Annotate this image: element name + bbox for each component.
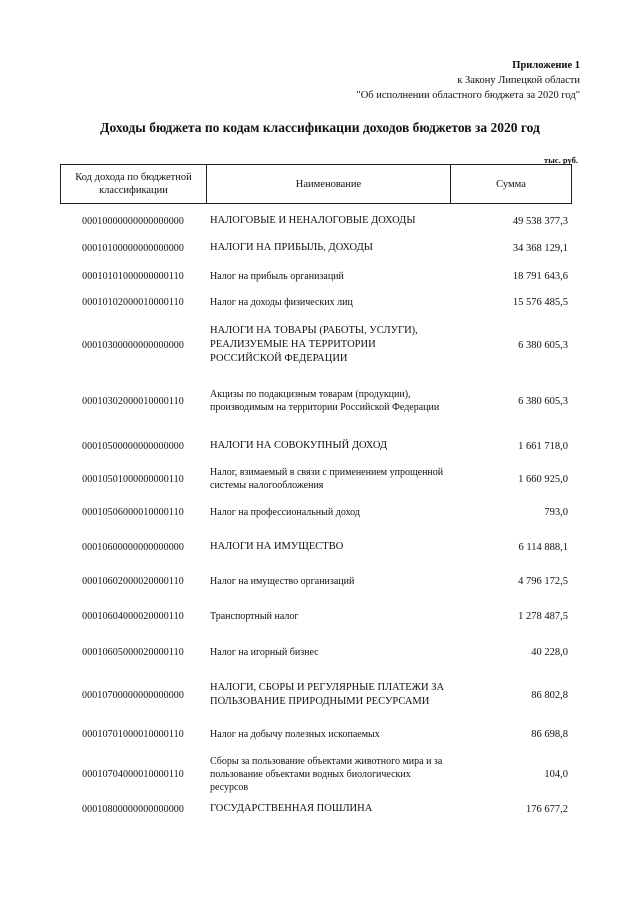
row-sum: 104,0 xyxy=(544,768,568,780)
table-row xyxy=(60,435,572,457)
row-code: 00010602000020000110 xyxy=(82,575,184,587)
table-row xyxy=(60,536,572,558)
row-sum: 1 661 718,0 xyxy=(518,440,568,452)
row-code: 00010506000010000110 xyxy=(82,506,184,518)
header-sum: Сумма xyxy=(496,178,526,190)
row-sum: 1 278 487,5 xyxy=(518,610,568,622)
appendix-header xyxy=(356,58,580,103)
row-code: 00010501000000000110 xyxy=(82,473,184,485)
row-sum: 86 698,8 xyxy=(531,728,568,740)
row-code: 00010605000020000110 xyxy=(82,646,184,658)
row-code: 00010800000000000000 xyxy=(82,803,184,815)
row-name: НАЛОГИ НА ПРИБЫЛЬ, ДОХОДЫ xyxy=(210,242,373,253)
table-row xyxy=(60,723,572,745)
row-sum: 793,0 xyxy=(544,506,568,518)
table-row xyxy=(60,605,572,627)
row-name: Налог на профессиональный доход xyxy=(210,506,360,518)
table-row xyxy=(60,641,572,663)
row-name: ГОСУДАРСТВЕННАЯ ПОШЛИНА xyxy=(210,803,373,814)
row-code: 00010302000010000110 xyxy=(82,395,184,407)
row-code: 00010701000010000110 xyxy=(82,728,184,740)
table-row xyxy=(60,463,572,495)
row-name: НАЛОГИ НА СОВОКУПНЫЙ ДОХОД xyxy=(210,440,388,451)
table-row xyxy=(60,322,572,368)
row-code: 00010100000000000000 xyxy=(82,242,184,254)
table-row xyxy=(60,210,572,232)
row-sum: 1 660 925,0 xyxy=(518,473,568,485)
row-name: НАЛОГИ НА ТОВАРЫ (РАБОТЫ, УСЛУГИ), РЕАЛИЗУЕМЫЕ НА ТЕРРИТОРИИ РОССИЙСКОЙ ФЕДЕРАЦИИ xyxy=(210,325,418,364)
row-sum: 49 538 377,3 xyxy=(512,215,568,227)
row-code: 00010102000010000110 xyxy=(82,296,184,308)
row-code: 00010700000000000000 xyxy=(82,689,184,701)
row-sum: 4 796 172,5 xyxy=(518,575,568,587)
row-sum: 6 380 605,3 xyxy=(518,395,568,407)
appendix-law-title: "Об исполнении областного бюджета за 2020 год" xyxy=(356,90,580,101)
row-code: 00010101000000000110 xyxy=(82,270,184,282)
row-code: 00010604000020000110 xyxy=(82,610,184,622)
table-row xyxy=(60,570,572,592)
table-row xyxy=(60,265,572,287)
table-row xyxy=(60,378,572,424)
row-sum: 6 114 888,1 xyxy=(518,541,568,553)
row-name: Сборы за пользование объектами животного мира и за пользование объектами водных биологических ресурсов xyxy=(210,755,443,793)
row-sum: 6 380 605,3 xyxy=(518,339,568,351)
table-row xyxy=(60,501,572,523)
row-sum: 86 802,8 xyxy=(531,689,568,701)
row-name: НАЛОГИ НА ИМУЩЕСТВО xyxy=(210,541,344,552)
document-title: Доходы бюджета по кодам классификации доходов бюджетов за 2020 год xyxy=(100,120,540,135)
row-sum: 40 228,0 xyxy=(531,646,568,658)
appendix-law-ref: к Закону Липецкой области xyxy=(457,75,580,86)
row-sum: 15 576 485,5 xyxy=(512,296,568,308)
row-name: Налог на добычу полезных ископаемых xyxy=(210,728,380,740)
row-name: НАЛОГИ, СБОРЫ И РЕГУЛЯРНЫЕ ПЛАТЕЖИ ЗА ПОЛЬЗОВАНИЕ ПРИРОДНЫМИ РЕСУРСАМИ xyxy=(210,682,445,707)
row-name: Налог на игорный бизнес xyxy=(210,646,319,658)
units-label: тыс. руб. xyxy=(544,155,578,165)
row-name: НАЛОГОВЫЕ И НЕНАЛОГОВЫЕ ДОХОДЫ xyxy=(210,215,416,226)
row-code: 00010300000000000000 xyxy=(82,339,184,351)
table-row xyxy=(60,237,572,259)
table-row xyxy=(60,291,572,313)
row-name: Налог на прибыль организаций xyxy=(210,270,344,282)
table-row xyxy=(60,672,572,718)
header-name: Наименование xyxy=(207,165,451,203)
header-code: Код дохода по бюджетной классификации xyxy=(61,165,207,203)
row-code: 00010500000000000000 xyxy=(82,440,184,452)
table-row xyxy=(60,752,572,796)
row-code: 00010600000000000000 xyxy=(82,541,184,553)
row-code: 00010000000000000000 xyxy=(82,215,184,227)
row-sum: 34 368 129,1 xyxy=(512,242,568,254)
row-name: Налог, взимаемый в связи с применением упрощенной системы налогообложения xyxy=(210,467,444,491)
row-name: Налог на доходы физических лиц xyxy=(210,296,353,308)
appendix-label: Приложение 1 xyxy=(512,60,580,71)
row-name: Транспортный налог xyxy=(210,610,299,622)
table-header xyxy=(60,164,572,204)
row-code: 00010704000010000110 xyxy=(82,768,184,780)
row-sum: 176 677,2 xyxy=(526,803,568,815)
table-row xyxy=(60,798,572,820)
row-sum: 18 791 643,6 xyxy=(512,270,568,282)
row-name: Налог на имущество организаций xyxy=(210,575,355,587)
row-name: Акцизы по подакцизным товарам (продукции), производимым на территории Российской Федерации xyxy=(210,389,440,413)
